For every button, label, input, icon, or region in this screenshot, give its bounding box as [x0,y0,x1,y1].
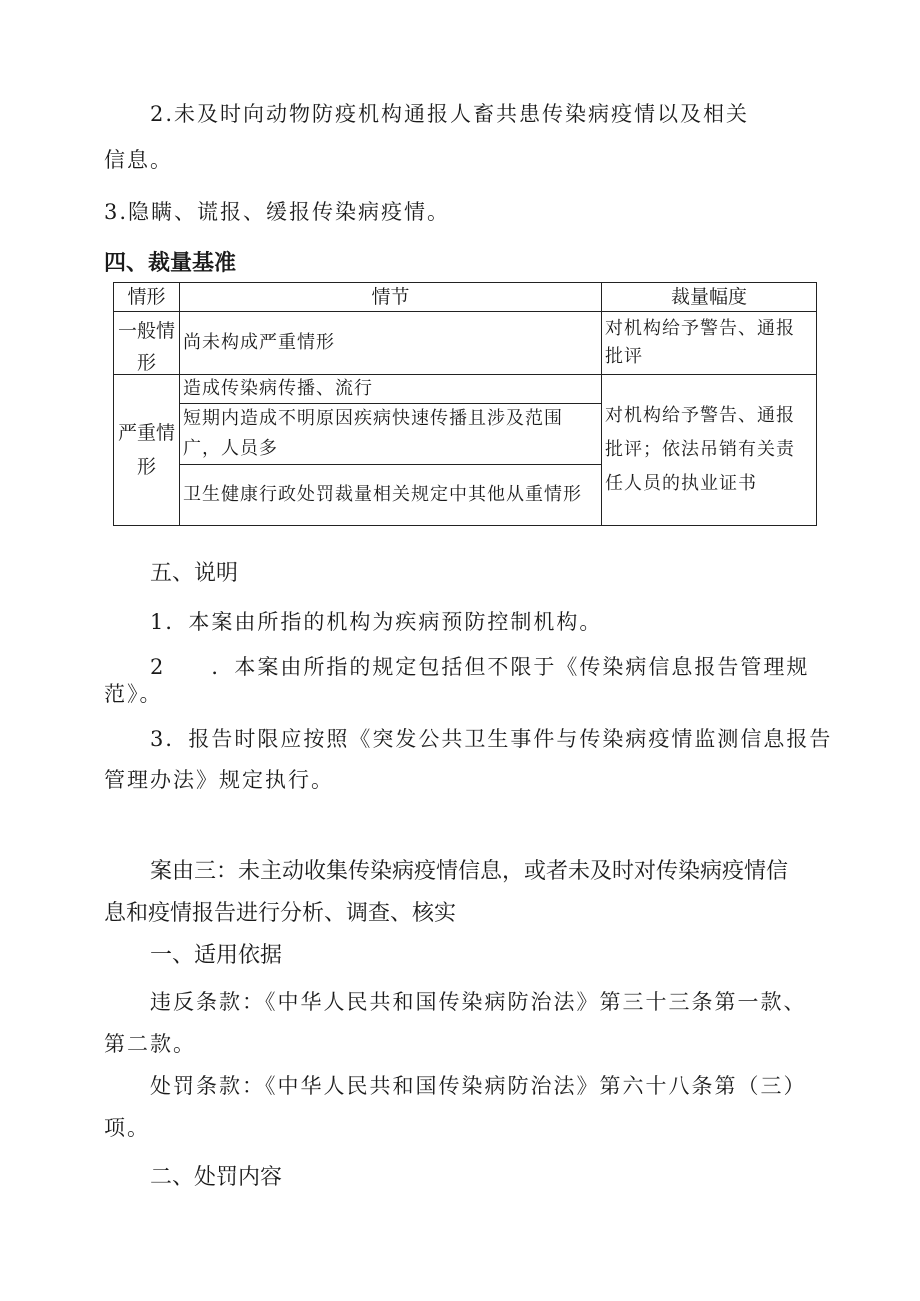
serious-label: 严重情形 [114,375,180,526]
general-plot: 尚未构成严重情形 [180,312,602,375]
serious-plot-3: 卫生健康行政处罚裁量相关规定中其他从重情形 [180,465,602,526]
item3-text: 3.隐瞒、谎报、缓报传染病疫情。 [104,200,451,224]
general-label: 一般情形 [117,320,175,371]
penalty-line2: 项。 [104,1116,150,1140]
violation-line2: 第二款。 [104,1032,196,1056]
serious-range: 对机构给予警告、通报批评；依法吊销有关责任人员的执业证书 [602,375,817,526]
serious-plot-2: 短期内造成不明原因疾病快速传播且涉及范围广，人员多 [180,404,602,465]
item2-line1: 2.未及时向动物防疫机构通报人畜共患传染病疫情以及相关 [150,102,750,126]
item2-line2: 信息。 [104,148,173,172]
basis-heading: 一、适用依据 [150,943,283,968]
content-heading: 二、处罚内容 [150,1165,283,1190]
section5-heading: 五、说明 [150,561,239,586]
discretion-table [113,282,817,526]
section4-heading: 四、裁量基准 [104,251,237,276]
penalty-line1: 处罚条款：《中华人民共和国传染病防治法》第六十八条第（三） [150,1074,807,1098]
violation-line1: 违反条款：《中华人民共和国传染病防治法》第三十三条第一款、 [150,990,807,1014]
note2-line1: 2 ．本案由所指的规定包括但不限于《传染病信息报告管理规 [150,655,810,679]
header-situation: 情形 [114,283,180,312]
note2-line2: 范》。 [104,682,163,706]
table-row-general [114,312,817,375]
header-range: 裁量幅度 [602,283,817,312]
general-label-cell [114,312,180,375]
header-plot: 情节 [180,283,602,312]
case3-title-line1: 案由三：未主动收集传染病疫情信息，或者未及时对传染病疫情信 [150,859,789,884]
table-row-serious-1 [114,375,817,404]
serious-plot-1: 造成传染病传播、流行 [180,375,602,404]
table-header-row [114,283,817,312]
note3-line1: 3．报告时限应按照《突发公共卫生事件与传染病疫情监测信息报告 [150,727,833,751]
note3-line2: 管理办法》规定执行。 [104,768,334,792]
case3-title-line2: 息和疫情报告进行分析、调查、核实 [104,901,457,926]
note1-text: 1．本案由所指的机构为疾病预防控制机构。 [150,610,603,634]
general-range: 对机构给予警告、通报批评 [602,312,817,375]
